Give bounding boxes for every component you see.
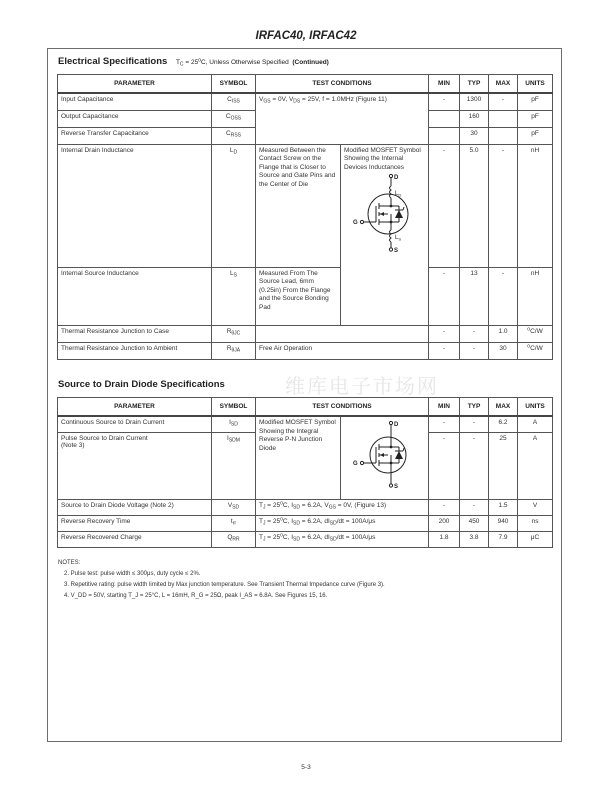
col-test-conditions: TEST CONDITIONS [256, 398, 429, 417]
units-cell: ns [518, 515, 553, 531]
col-units: UNITS [518, 398, 553, 417]
typ-cell: - [460, 499, 489, 515]
col-test-conditions: TEST CONDITIONS [256, 75, 429, 94]
table-row [58, 342, 553, 359]
svg-text:G: G [352, 461, 358, 467]
diagram-caption: Modified MOSFET Symbol Showing the Internal Devices Inductances [344, 146, 421, 171]
test-condition-cell: $T_J = 25^oC$, $I_{SD} = 6.2A$, $dI_{SD}/dt = 100A/\mu s$ [256, 531, 429, 547]
min-cell: - [429, 93, 460, 110]
units-cell: μC [518, 531, 553, 547]
typ-cell: - [460, 325, 489, 342]
table-row [58, 515, 553, 531]
min-cell: 1.8 [429, 531, 460, 547]
note-item: 2. Pulse test: pulse width ≤ 300μs, duty cycle ≤ 2%. [64, 571, 201, 577]
col-min: MIN [429, 75, 460, 94]
min-cell: - [429, 416, 460, 432]
parameter-cell: Reverse Transfer Capacitance [58, 127, 212, 144]
measurement-condition-cell: Measured Between the Contact Screw on the Flange that is Closer to Source and Gate Pins and the Center of Die [256, 144, 341, 267]
max-cell: 30 [489, 342, 518, 359]
table-row [58, 531, 553, 547]
svg-text:S: S [393, 484, 398, 489]
max-cell: - [489, 93, 518, 110]
document-title: IRFAC40, IRFAC42 [255, 30, 357, 42]
svg-text:LD: $L_D$ [394, 191, 401, 198]
diode-specs-title: Source to Drain Diode Specifications [58, 379, 225, 390]
table-header-row [58, 75, 553, 94]
test-condition-cell: $V_{GS} = 0V$, $V_{DS} = 25V$, f = 1.0MHz (Figure 11) [256, 93, 429, 110]
parameter-cell: Source to Drain Diode Voltage (Note 2) [58, 499, 212, 515]
parameter-cell: Thermal Resistance Junction to Ambient [58, 342, 212, 359]
note-item: 4. V_DD = 50V, starting T_J = 25°C, L = 16mH, R_G = 25Ω, peak I_AS = 6.8A. See Figures 15, 16. [64, 593, 328, 599]
symbol-cell: $L_S$ [212, 267, 256, 325]
electrical-specs-table [57, 74, 553, 360]
col-symbol: SYMBOL [212, 75, 256, 94]
min-cell: 200 [429, 515, 460, 531]
units-cell: $^o$C/W [518, 342, 553, 359]
typ-cell: - [460, 432, 489, 499]
symbol-cell: $I_{SD}$ [212, 416, 256, 432]
test-condition-cell: $T_J = 25^oC$, $I_{SD} = 6.2A$, $V_{GS} = 0V$, (Figure 13) [256, 499, 429, 515]
section-title-text: Electrical Specifications [58, 56, 168, 67]
mosfet-inductance-symbol-icon [350, 172, 420, 252]
max-cell: - [489, 144, 518, 267]
typ-cell: 450 [460, 515, 489, 531]
symbol-cell: $t_{rr}$ [212, 515, 256, 531]
min-cell [429, 127, 460, 144]
col-max: MAX [489, 398, 518, 417]
typ-cell: 13 [460, 267, 489, 325]
parameter-cell: Internal Drain Inductance [58, 144, 212, 267]
col-typ: TYP [460, 398, 489, 417]
watermark: 维库电子市场网 [285, 374, 439, 398]
measurement-condition-cell: Measured From The Source Lead, 6mm (0.25in) From the Flange and the Source Bonding Pad [256, 267, 341, 325]
max-cell: 6.2 [489, 416, 518, 432]
max-cell [489, 110, 518, 127]
units-cell: V [518, 499, 553, 515]
parameter-cell: Reverse Recovery Time [58, 515, 212, 531]
mosfet-diagram-cell [341, 144, 429, 325]
mosfet-diode-symbol-icon [350, 419, 420, 489]
symbol-cell: $R_{\theta JA}$ [212, 342, 256, 359]
units-cell: pF [518, 93, 553, 110]
parameter-cell: Pulse Source to Drain Current (Note 3) [58, 432, 212, 499]
symbol-cell: $V_{SD}$ [212, 499, 256, 515]
col-parameter: PARAMETER [58, 75, 212, 94]
max-cell: 1.0 [489, 325, 518, 342]
col-max: MAX [489, 75, 518, 94]
typ-cell: 5.0 [460, 144, 489, 267]
parameter-cell: Thermal Resistance Junction to Case [58, 325, 212, 342]
units-cell: A [518, 416, 553, 432]
max-cell: 1.5 [489, 499, 518, 515]
notes-heading: NOTES: [58, 560, 81, 566]
test-condition-cell: $T_J = 25^oC$, $I_{SD} = 6.2A$, $dI_{SD}/dt = 100A/\mu s$ [256, 515, 429, 531]
svg-text:D: D [393, 422, 398, 428]
min-cell [429, 110, 460, 127]
table-row [58, 144, 553, 267]
max-cell: 940 [489, 515, 518, 531]
units-cell: nH [518, 144, 553, 267]
symbol-cell: $R_{\theta JC}$ [212, 325, 256, 342]
typ-cell: 30 [460, 127, 489, 144]
max-cell: 25 [489, 432, 518, 499]
svg-text:LS: $L_S$ [394, 235, 401, 242]
svg-text:G: G [352, 220, 358, 226]
typ-cell: - [460, 342, 489, 359]
conditions-note: $T_C = 25^oC$, Unless Otherwise Specified (Continued) [175, 57, 329, 68]
table-header-row [58, 398, 553, 417]
diode-specs-table [57, 397, 553, 548]
col-typ: TYP [460, 75, 489, 94]
typ-cell: 1300 [460, 93, 489, 110]
notes-section [58, 558, 385, 602]
col-parameter: PARAMETER [58, 398, 212, 417]
parameter-cell: Internal Source Inductance [58, 267, 212, 325]
svg-text:D: D [393, 175, 398, 181]
max-cell: 7.9 [489, 531, 518, 547]
min-cell: - [429, 325, 460, 342]
min-cell: - [429, 499, 460, 515]
symbol-cell: $Q_{RR}$ [212, 531, 256, 547]
electrical-specs-title [58, 56, 329, 67]
min-cell: - [429, 144, 460, 267]
symbol-cell: $I_{SDM}$ [212, 432, 256, 499]
min-cell: - [429, 432, 460, 499]
test-condition-cell [256, 110, 429, 127]
col-units: UNITS [518, 75, 553, 94]
units-cell: nH [518, 267, 553, 325]
typ-cell: - [460, 416, 489, 432]
units-cell: A [518, 432, 553, 499]
table-row [58, 499, 553, 515]
parameter-cell: Continuous Source to Drain Current [58, 416, 212, 432]
test-condition-cell [256, 325, 429, 342]
typ-cell: 3.8 [460, 531, 489, 547]
page-number: 5-3 [301, 764, 311, 771]
col-symbol: SYMBOL [212, 398, 256, 417]
units-cell: pF [518, 127, 553, 144]
table-row [58, 416, 553, 432]
note-item: 3. Repetitive rating: pulse width limited by Max junction temperature. See Transient Thermal Impedance curve (Figure 3). [64, 582, 385, 588]
symbol-cell: $C_{RSS}$ [212, 127, 256, 144]
test-condition-cell [256, 127, 429, 144]
table-row [58, 127, 553, 144]
units-cell: pF [518, 110, 553, 127]
table-row [58, 267, 553, 325]
diode-diagram-cell [341, 416, 429, 499]
parameter-cell: Reverse Recovered Charge [58, 531, 212, 547]
max-cell [489, 127, 518, 144]
symbol-cell: $C_{OSS}$ [212, 110, 256, 127]
symbol-cell: $L_D$ [212, 144, 256, 267]
min-cell: - [429, 342, 460, 359]
parameter-cell: Input Capacitance [58, 93, 212, 110]
test-condition-cell: Free Air Operation [256, 342, 429, 359]
typ-cell: 160 [460, 110, 489, 127]
test-condition-cell: Modified MOSFET Symbol Showing the Integral Reverse P-N Junction Diode [256, 416, 341, 499]
min-cell: - [429, 267, 460, 325]
symbol-cell: $C_{ISS}$ [212, 93, 256, 110]
col-min: MIN [429, 398, 460, 417]
svg-text:S: S [393, 248, 398, 252]
units-cell: $^o$C/W [518, 325, 553, 342]
table-row [58, 325, 553, 342]
table-row [58, 110, 553, 127]
parameter-cell: Output Capacitance [58, 110, 212, 127]
max-cell: - [489, 267, 518, 325]
table-row [58, 93, 553, 110]
